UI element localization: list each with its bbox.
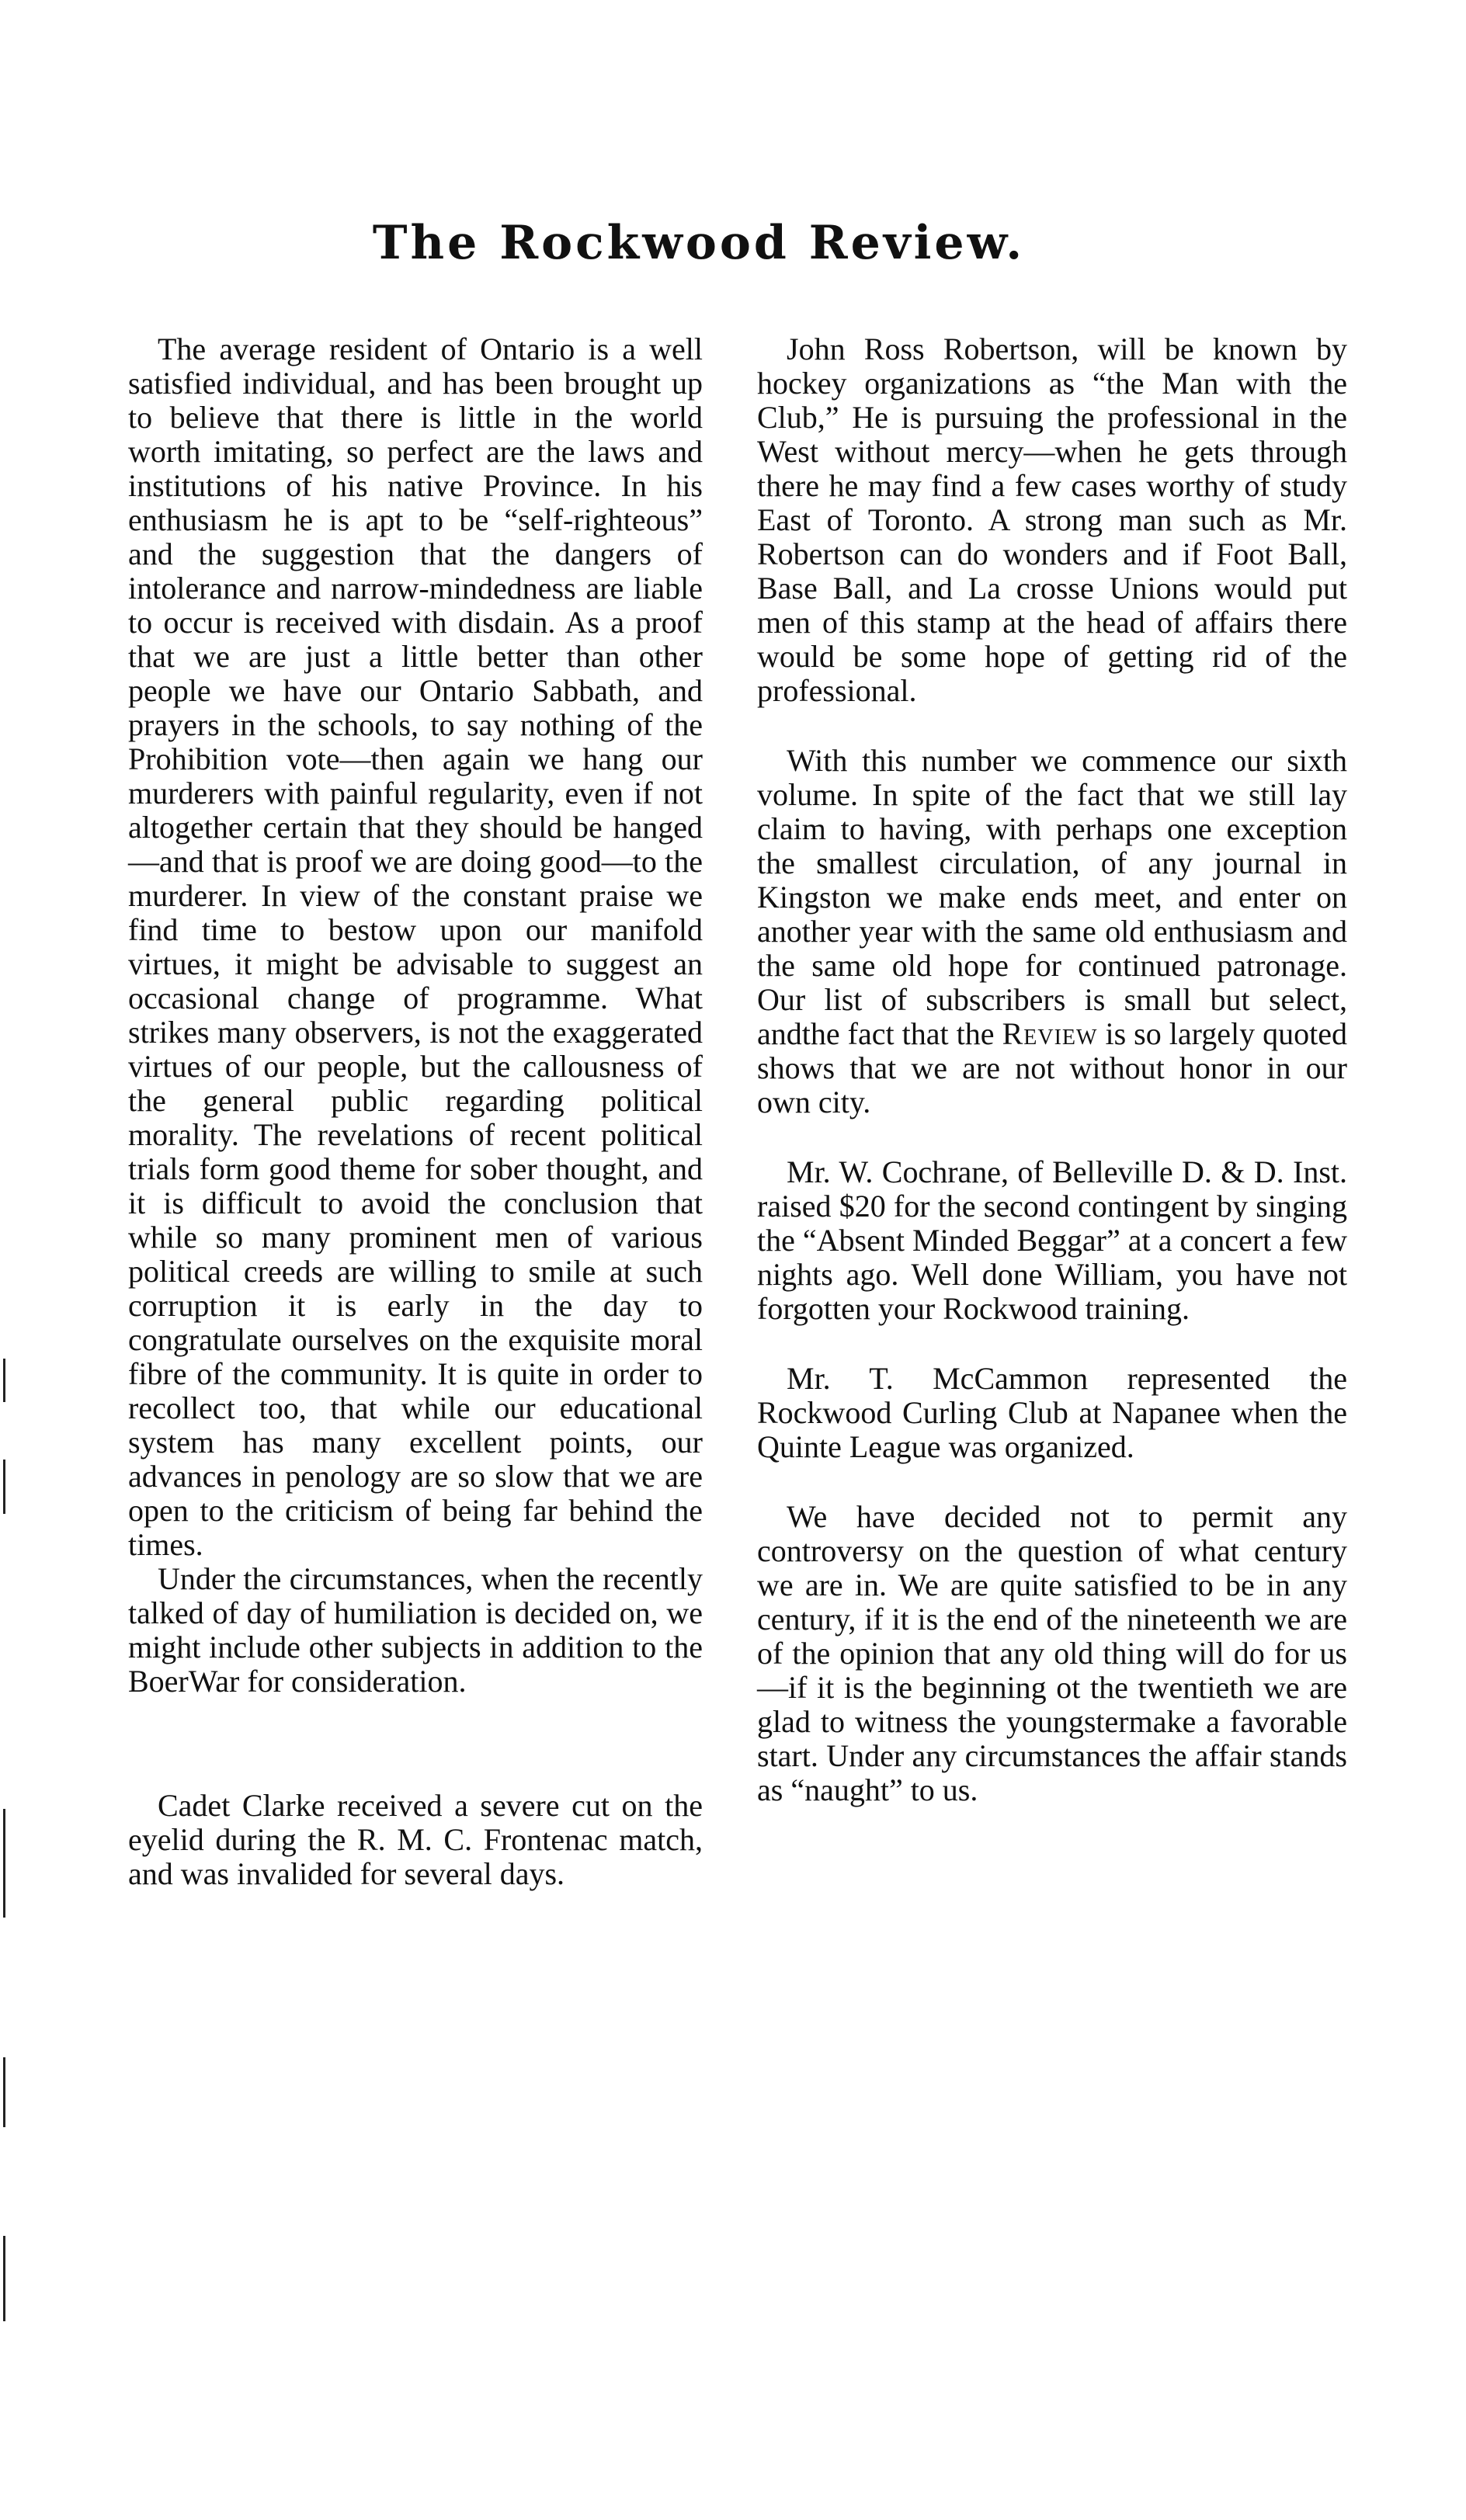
sixth-volume-text-b: is so largely quoted shows that we are not without honor in our own city.	[757, 1016, 1348, 1119]
article-ontario-complacency: The average resident of Ontario is a well satisfied individual, and has been brought up to believe that there is little in the world worth imitating, so perfect are the laws and institutions of his native Province. In his enthusiasm he is apt to be “self-righteous” and the suggestion that the dangers of intolerance and narrow-mindedness are liable to occur is received with disdain. As a proof that we are just a little better than other people we have our Ontario Sabbath, and prayers in the schools, to say nothing of the Prohibition vote—then again we hang our murderers with painful regularity, even if not altogether certain that they should be hanged—and that is proof we are doing good—to the murderer. In view of the constant praise we find time to bestow upon our manifold virtues, it might be advisable to suggest an occasional change of programme. What strikes many observers, is not the exaggerated virtues of our people, but the callousness of the general public regarding political morality. The revelations of recent political trials form good theme for sober thought, and it is difficult to avoid the conclusion that while so many prominent men of various political creeds are willing to smile at such corruption it is early in the day to congratulate ourselves on the exquisite moral fibre of the community. It is quite in order to recollect too, that while our educational system has many excellent points, our advances in penology are so slow that we are open to the criticism of being far behind the times.	[128, 331, 703, 1562]
right-column	[757, 332, 1347, 1807]
binding-edge-mark	[3, 1460, 5, 1514]
article-day-of-humiliation: Under the circumstances, when the recently talked of day of humiliation is decided on, we might include other subjects in addition to the BoerWar for consideration.	[128, 1561, 703, 1699]
binding-edge-mark	[3, 1359, 5, 1402]
article-t-mccammon: Mr. T. McCammon represented the Rockwood Curling Club at Napanee when the Quinte League was organized.	[757, 1361, 1347, 1464]
binding-edge-mark	[3, 2057, 5, 2127]
article-sixth-volume	[757, 744, 1347, 1119]
article-cadet-clarke: Cadet Clarke received a severe cut on the eyelid during the R. M. C. Frontenac match, and was invalided for several days.	[128, 1788, 703, 1891]
left-column	[128, 332, 703, 1891]
binding-edge-mark	[3, 1809, 5, 1918]
article-john-ross-robertson: John Ross Robertson, will be known by hockey organizations as “the Man with the Club,” He is pursuing the professional in the West without mercy—when he gets through there he may find a few cases worthy of study East of Toronto. A strong man such as Mr. Robertson can do wonders and if Foot Ball, Base Ball, and La crosse Unions would put men of this stamp at the head of affairs there would be some hope of getting rid of the professional.	[757, 331, 1347, 708]
masthead-title: The Rockwood Review.	[372, 216, 1026, 270]
article-w-cochrane: Mr. W. Cochrane, of Belleville D. & D. Inst. raised $20 for the second contingent by singing the “Absent Minded Beggar” at a concert a few nights ago. Well done William, you have not forgotten your Rockwood training.	[757, 1154, 1347, 1326]
sixth-volume-text-a: With this number we commence our sixth volume. In spite of the fact that we still lay claim to having, with perhaps one exception the smallest circulation, of any journal in Kingston we make ends meet, and enter on another year with the same old enthusiasm and the same old hope for continued patronage. Our list of subscribers is small but select, andthe fact that the	[757, 743, 1347, 1051]
binding-edge-mark	[3, 2236, 5, 2321]
article-century-question: We have decided not to permit any controversy on the question of what century we are in. We are quite satisfied to be in any century, if it is the end of the nineteenth we are of the opinion that any old thing will do for us—if it is the beginning ot the twentieth we are glad to witness the youngstermake a favorable start. Under any circumstances the affair stands as “naught” to us.	[757, 1499, 1347, 1807]
review-name: Review	[1002, 1016, 1098, 1051]
